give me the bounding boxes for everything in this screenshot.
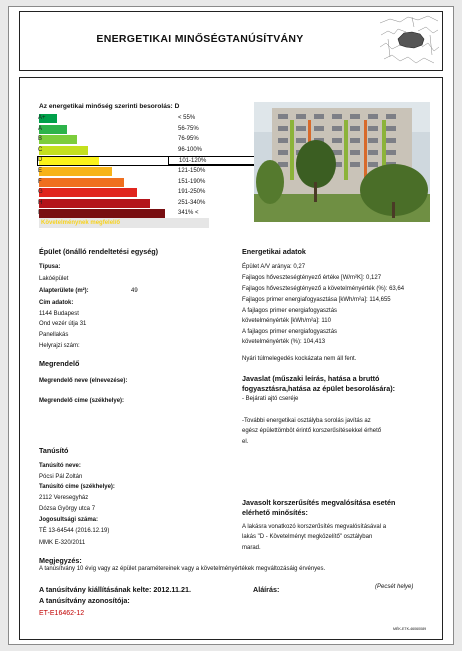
energy-summer-risk: Nyári túlmelegedés kockázata nem áll fent. (242, 356, 357, 362)
proposal-text-1: A lakásra vonatkozó korszerűsítés megvalósításával a (242, 524, 387, 530)
certifier-license-1: TÉ 13-64544 (2016.12.19) (39, 528, 110, 534)
form-code: MÉK-ETK-46060089 (393, 627, 427, 631)
energy-heading: Energetikai adatok (242, 247, 306, 256)
energy-class-bar-f (39, 178, 124, 187)
stamp-label: (Pecsét helye) (375, 584, 414, 590)
building-type-label: Típusa: (39, 264, 61, 270)
energy-class-letter: H (38, 199, 43, 206)
energy-class-letter: G (38, 189, 43, 196)
energy-class-range: 56-75% (178, 125, 199, 132)
rating-heading: Az energetikai minőség szerinti besorolás: D (39, 103, 180, 110)
energy-requirement-b: követelményérték [kWh/m²a]: 110 (242, 318, 331, 324)
energy-class-bar-a (39, 125, 67, 134)
building-heading: Épület (önálló rendeltetési egység) (39, 247, 159, 256)
energy-requirement-d: követelményérték (%): 104,413 (242, 339, 326, 345)
certifier-address-label: Tanúsító címe (székhelye): (39, 484, 115, 490)
notes-text: A tanúsítvány 10 évig vagy az épület paramétereinek vagy a követelményértékek megváltozásáig érvényes. (39, 566, 326, 572)
energy-class-range: < 55% (178, 115, 196, 121)
certifier-name-value: Pócsi Pál Zoltán (39, 474, 83, 480)
energy-class-range: 251-340% (178, 199, 206, 206)
energy-class-letter: B (38, 136, 43, 143)
energy-class-letter: E (38, 168, 43, 174)
building-area-value: 49 (131, 288, 138, 294)
suggestion-heading-2: fogyasztásra,hatása az épület besorolására): (242, 384, 395, 393)
energy-class-letter: I (38, 210, 40, 217)
energy-class-letter: D (38, 157, 43, 164)
energy-class-bar-c (39, 146, 88, 155)
requirement-status: Követelménynek megfelel/ő (39, 218, 209, 228)
energy-class-letter: A (38, 125, 43, 132)
suggestion-heading-1: Javaslat (műszaki leírás, hatása a bruttó (242, 374, 380, 383)
building-address-label: Cím adatok: (39, 300, 74, 306)
certifier-heading: Tanúsító (39, 446, 69, 455)
signature-label: Aláírás: (253, 585, 280, 594)
notes-heading: Megjegyzés: (39, 556, 82, 565)
header-frame (19, 11, 443, 71)
energy-class-bar-b (39, 135, 77, 144)
energy-loss-percent: Fajlagos hőveszteségtényező a követelményérték (%): 63,64 (242, 286, 405, 292)
energy-av-ratio: Épület A/V aránya: 0,27 (242, 264, 306, 270)
building-address-line1: 1144 Budapest (39, 311, 79, 317)
client-name-label: Megrendelő neve (elnevezése): (39, 378, 128, 384)
content-frame (19, 77, 443, 640)
certifier-address-line2: Dózsa György utca 7 (39, 506, 96, 512)
energy-class-range: 151-190% (178, 178, 206, 185)
energy-class-range: 76-95% (178, 136, 199, 143)
energy-class-letter: A+ (38, 115, 46, 121)
client-heading: Megrendelő (39, 359, 80, 368)
certifier-address-line1: 2112 Veresegyház (39, 495, 89, 501)
certificate-title: ENERGETIKAI MINŐSÉGTANÚSÍTVÁNY (96, 33, 304, 45)
suggestion-item-2a: -További energetikai osztályba sorolás javítás az (242, 418, 371, 424)
hungary-map-icon (378, 13, 440, 67)
proposal-heading-2: elérhető minősítés: (242, 508, 308, 517)
energy-loss-value: Fajlagos hőveszteségtényező értéke [W/m²K]: 0,127 (242, 275, 382, 281)
energy-class-range: 341% < (178, 210, 199, 217)
building-photo (254, 102, 430, 222)
energy-class-bar-a-plus (39, 114, 57, 123)
energy-class-bar-g (39, 188, 137, 197)
certificate-id-value: ET-E16462-12 (39, 610, 85, 617)
certificate-page (8, 6, 454, 645)
energy-requirement-a: A fajlagos primer energiafogyasztás (242, 308, 338, 314)
energy-class-letter: F (38, 178, 42, 185)
building-area-label: Alapterülete (m²): (39, 288, 89, 294)
proposal-text-2: lakás "D - Követelményt megközelítő" osztályban (242, 534, 373, 540)
suggestion-item-1: - Bejárati ajtó cseréje (242, 396, 299, 402)
proposal-heading-1: Javasolt korszerűsítés megvalósítása esetén (242, 498, 396, 507)
certifier-name-label: Tanúsító neve: (39, 463, 81, 469)
energy-class-bar-h (39, 199, 150, 208)
certifier-license-2: MMK E-320/2011 (39, 540, 86, 546)
energy-class-range: 101-120% (168, 156, 256, 165)
building-plot-label: Helyrajzi szám: (39, 343, 80, 349)
building-address-line2: Ond vezér útja 31 (39, 321, 87, 327)
proposal-text-3: marad. (242, 545, 261, 551)
energy-class-range: 191-250% (178, 189, 206, 196)
client-address-label: Megrendelő címe (székhelye): (39, 398, 125, 404)
energy-primary: Fajlagos primer energiafogyasztása [kWh/m²a]: 114,655 (242, 297, 391, 303)
building-type-value: Lakóépület (39, 276, 69, 282)
energy-class-bar-e (39, 167, 112, 176)
selected-class-outline (37, 156, 256, 166)
building-structure: Panellakás (39, 332, 69, 338)
suggestion-item-2c: el. (242, 439, 249, 445)
energy-class-letter: C (38, 146, 43, 153)
suggestion-item-2b: egész épülettömböt érintő korszerűsítésekkel érhető (242, 428, 382, 434)
issue-date: A tanúsítvány kiállításának kelte: 2012.11.21. (39, 585, 191, 594)
certifier-license-label: Jogosultsági száma: (39, 517, 99, 523)
certificate-id-label: A tanúsítvány azonosítója: (39, 596, 130, 605)
energy-class-range: 96-100% (178, 146, 203, 153)
energy-class-range: 121-150% (178, 168, 206, 174)
energy-requirement-c: A fajlagos primer energiafogyasztás (242, 329, 338, 335)
